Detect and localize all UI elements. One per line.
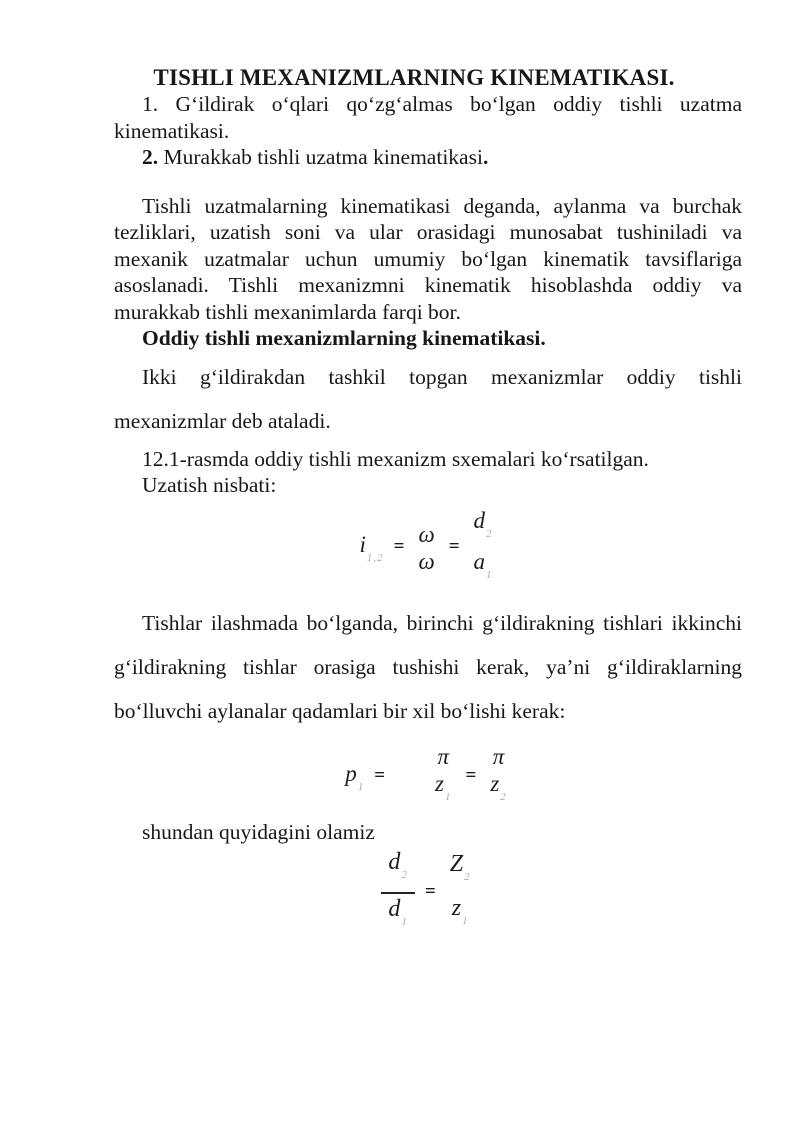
list-item-1-text: G‘ildirak o‘qlari qo‘zg‘almas bo‘lgan oddiy tishli uzatma kinematikasi. <box>114 92 743 143</box>
paragraph-rasm-reference: 12.1-rasmda oddiy tishli mexanizm sxemalari ko‘rsatilgan. <box>142 446 649 471</box>
label-shundan-olamiz: shundan quyidagini olamiz <box>142 819 375 844</box>
equals-sign: = <box>374 764 386 786</box>
list-item-2-number: 2. <box>142 145 159 169</box>
list-item-2 <box>114 144 742 171</box>
fraction-pi-z1: π $z_1$ <box>435 743 452 803</box>
subscript: 1,2 <box>366 551 384 564</box>
subscript: 2 <box>486 527 493 540</box>
formula-transmission-ratio <box>114 507 742 589</box>
label-uzatish-nisbati: Uzatish nisbati: <box>142 473 277 497</box>
page-title: TISHLI MEXANIZMLARNING KINEMATIKASI. <box>153 65 675 90</box>
subscript: 1 <box>401 916 408 928</box>
list-item-2-period: . <box>482 145 489 169</box>
subscript: 1 <box>486 568 493 581</box>
subheading-oddiy-kinematika: Oddiy tishli mexanizmlarning kinematikasi. <box>142 326 546 350</box>
intro-paragraph: Tishli uzatmalarning kinematikasi deganda, aylanma va burchak tezliklari, uzatish soni va ular orasidagi munosabat tushiniladi va mexanik uzatmalar uchun umumiy bo‘lgan kinematik tavsiflariga asoslanadi. Tishli mexanizmni kinematik hisoblashda oddiy va murakkab tishli mexanimlarda farqi bor. <box>114 193 742 324</box>
equals-sign: = <box>393 535 405 557</box>
fraction-pi-z2: π $z_2$ <box>490 743 507 803</box>
subscript: 2 <box>500 790 507 803</box>
fraction-angular-velocities: ω ω <box>418 521 435 574</box>
formula-diameter-ratio <box>114 847 742 938</box>
equals-sign: = <box>448 535 460 557</box>
list-item-1-number: 1. <box>142 92 159 116</box>
list-item-1 <box>114 91 742 144</box>
paragraph-tishlar-ilashmada: Tishlar ilashmada bo‘lganda, birinchi g‘ildirakning tishlari ikkinchi g‘ildirakning tishlar orasiga tushishi kerak, ya’ni g‘ildiraklarning bo‘lluvchi aylanalar qadamlari bir xil bo‘lishi kerak: <box>114 610 742 723</box>
formula-lhs-i: $i_{1,2}$ <box>359 531 384 564</box>
fraction-diameters: $d_2$ $a_1$ <box>473 507 493 581</box>
formula-lhs-p: $p_1$ <box>345 760 365 793</box>
list-item-2-text: Murakkab tishli uzatma kinematikasi <box>163 145 483 169</box>
subscript: 1 <box>462 914 469 927</box>
equals-sign: = <box>424 880 436 902</box>
formula-pitch <box>114 743 742 811</box>
subscript: 2 <box>464 870 471 883</box>
fraction-z2-z1: $Z_2$ $z_1$ <box>449 850 471 927</box>
paragraph-ikki-gildirak: Ikki g‘ildirakdan tashkil topgan mexanizmlar oddiy tishli mexanizmlar deb ataladi. <box>114 364 742 433</box>
subscript: 2 <box>401 869 408 881</box>
subscript: 1 <box>445 790 452 803</box>
subscript: 1 <box>357 780 365 793</box>
fraction-d2-d1: $\frac{d_2}{d_1}$ <box>381 847 415 938</box>
equals-sign: = <box>465 764 477 786</box>
